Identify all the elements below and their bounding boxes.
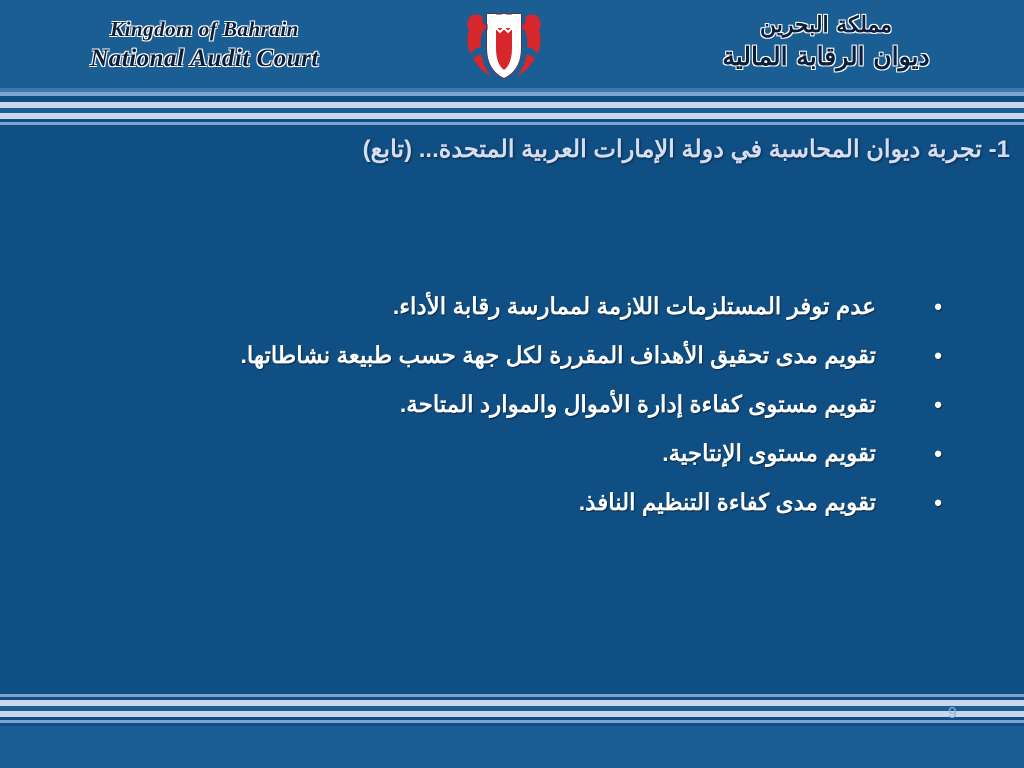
logo-arabic bbox=[688, 10, 964, 80]
top-stripe-3 bbox=[0, 96, 1024, 99]
bullet-text: عدم توفر المستلزمات اللازمة لممارسة رقابة الأداء. bbox=[392, 293, 876, 319]
page-number: 9 bbox=[948, 705, 957, 722]
bullet-dot-icon: • bbox=[934, 343, 942, 368]
footer-band bbox=[0, 726, 1024, 768]
bottom-stripe-4 bbox=[0, 711, 1024, 717]
logo-en-line2: National Audit Court bbox=[90, 45, 319, 72]
bottom-stripe-1 bbox=[0, 694, 1024, 697]
bullet-text: تقويم مدى تحقيق الأهداف المقررة لكل جهة حسب طبيعة نشاطاتها. bbox=[240, 342, 876, 368]
bullet-text: تقويم مستوى كفاءة إدارة الأموال والموارد المتاحة. bbox=[399, 391, 876, 417]
bullet-text: تقويم مستوى الإنتاجية. bbox=[662, 440, 876, 466]
logo-en-line1: Kingdom of Bahrain bbox=[110, 17, 299, 41]
bahrain-coat-of-arms-icon bbox=[463, 8, 545, 82]
bullet-dot-icon: • bbox=[934, 392, 942, 417]
bullet-dot-icon: • bbox=[934, 294, 942, 319]
slide-header bbox=[0, 0, 1024, 88]
top-stripe-6 bbox=[0, 113, 1024, 119]
logo-ar-line2: ديوان الرقابة المالية bbox=[722, 42, 930, 71]
bullet-item bbox=[46, 380, 946, 429]
top-stripe-7 bbox=[0, 122, 1024, 125]
bullet-item bbox=[46, 282, 946, 331]
bullet-item bbox=[46, 331, 946, 380]
bullet-dot-icon: • bbox=[934, 441, 942, 466]
bottom-stripe-5 bbox=[0, 720, 1024, 723]
logo-english bbox=[62, 14, 347, 76]
bullet-text: تقويم مدى كفاءة التنظيم النافذ. bbox=[578, 489, 876, 515]
bullet-item bbox=[46, 478, 946, 527]
bullet-list bbox=[46, 282, 946, 527]
bullet-item bbox=[46, 429, 946, 478]
logo-ar-line1: مملكة البحرين bbox=[759, 12, 893, 38]
slide-title: 1- تجربة ديوان المحاسبة في دولة الإمارات العربية المتحدة... (تابع) bbox=[362, 136, 1010, 163]
bullet-dot-icon: • bbox=[934, 490, 942, 515]
